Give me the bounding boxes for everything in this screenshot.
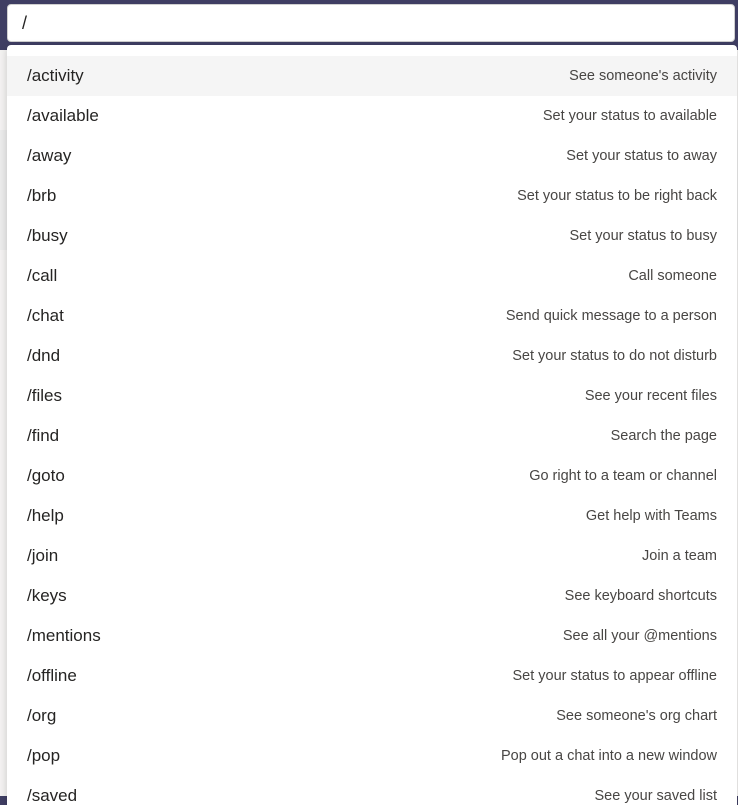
command-item-goto[interactable]	[7, 456, 737, 496]
command-description: Search the page	[610, 428, 717, 444]
command-description: Call someone	[628, 268, 717, 284]
command-description: Set your status to away	[566, 148, 717, 164]
command-name: /call	[27, 266, 58, 285]
command-name: /org	[27, 706, 57, 725]
command-name: /dnd	[27, 346, 61, 365]
command-search-box[interactable]	[7, 4, 735, 42]
command-item-brb[interactable]	[7, 176, 737, 216]
command-description: See your saved list	[594, 788, 717, 804]
command-name: /away	[27, 146, 72, 165]
command-item-files[interactable]	[7, 376, 737, 416]
command-name: /busy	[27, 226, 68, 245]
command-item-help[interactable]	[7, 496, 737, 536]
command-item-mentions[interactable]	[7, 616, 737, 656]
command-description: Set your status to busy	[569, 228, 717, 244]
command-description: Set your status to be right back	[517, 188, 717, 204]
command-description: Go right to a team or channel	[529, 468, 717, 484]
command-item-find[interactable]	[7, 416, 737, 456]
command-item-available[interactable]	[7, 96, 737, 136]
command-description: Set your status to appear offline	[512, 668, 717, 684]
command-description: Pop out a chat into a new window	[500, 748, 717, 764]
command-name: /brb	[27, 186, 57, 205]
command-item-dnd[interactable]	[7, 336, 737, 376]
command-description: Send quick message to a person	[505, 308, 717, 324]
command-item-org[interactable]	[7, 696, 737, 736]
command-item-call[interactable]	[7, 256, 737, 296]
command-description: See your recent files	[584, 388, 717, 404]
command-item-chat[interactable]	[7, 296, 737, 336]
command-dropdown	[7, 45, 737, 805]
command-name: /chat	[27, 306, 64, 325]
command-description: Get help with Teams	[585, 508, 717, 524]
command-description: Set your status to available	[542, 108, 717, 124]
command-name: /activity	[27, 66, 84, 85]
command-item-join[interactable]	[7, 536, 737, 576]
command-item-busy[interactable]	[7, 216, 737, 256]
command-name: /offline	[27, 666, 77, 685]
command-name: /mentions	[27, 626, 101, 645]
command-description: See all your @mentions	[562, 628, 717, 644]
command-item-pop[interactable]	[7, 736, 737, 776]
command-item-saved[interactable]	[7, 776, 737, 805]
command-search-input[interactable]	[8, 5, 734, 41]
command-name: /files	[27, 386, 62, 405]
command-name: /join	[27, 546, 59, 565]
command-item-offline[interactable]	[7, 656, 737, 696]
command-name: /goto	[27, 466, 65, 485]
command-name: /keys	[27, 586, 67, 605]
command-item-activity[interactable]	[7, 56, 737, 96]
command-name: /help	[27, 506, 64, 525]
command-name: /find	[27, 426, 60, 445]
command-name: /available	[27, 106, 99, 125]
command-item-keys[interactable]	[7, 576, 737, 616]
command-name: /saved	[27, 786, 78, 805]
command-item-away[interactable]	[7, 136, 737, 176]
command-description: See someone's org chart	[556, 708, 717, 724]
command-description: See someone's activity	[569, 68, 717, 84]
command-description: Set your status to do not disturb	[512, 348, 717, 364]
command-description: See keyboard shortcuts	[564, 588, 717, 604]
command-name: /pop	[27, 746, 61, 765]
command-description: Join a team	[642, 548, 717, 564]
